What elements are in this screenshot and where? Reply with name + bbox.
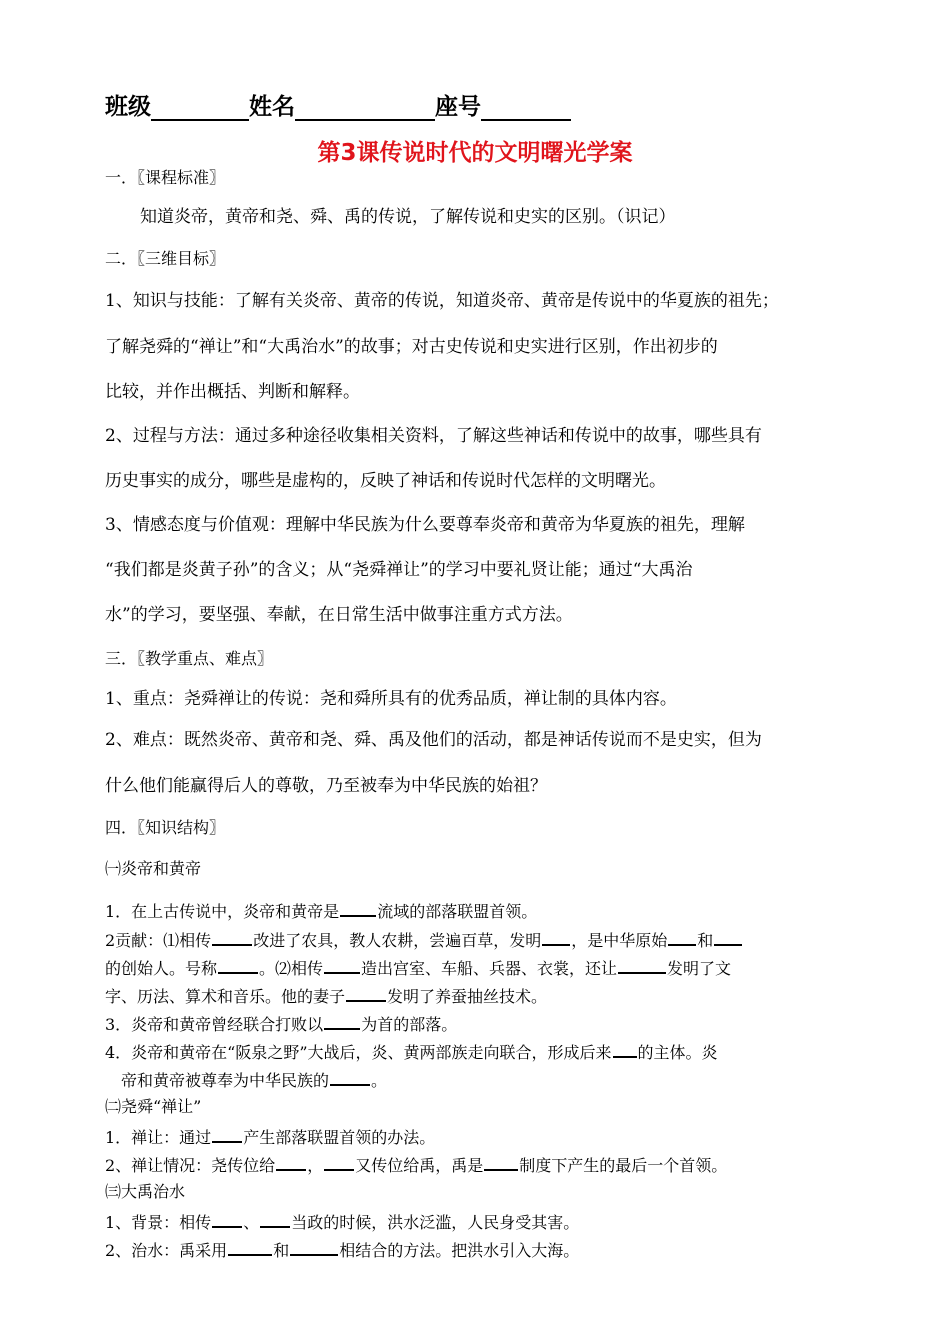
knowledge-item: 1．禅让：通过 产生部落联盟首领的办法。 — [105, 1125, 435, 1148]
objective-line: 1、知识与技能：了解有关炎帝、黄帝的传说，知道炎帝、黄帝是传说中的华夏族的祖先； — [105, 291, 779, 311]
section-4-heading: 四．〖知识结构〗 — [105, 818, 226, 837]
objective-line: 水”的学习，要坚强、奉献，在日常生活中做事注重方式方法。 — [105, 605, 573, 625]
answer-blank[interactable] — [228, 1238, 272, 1256]
answer-blank[interactable] — [218, 956, 258, 974]
answer-blank[interactable] — [276, 1153, 306, 1171]
knowledge-item: 的创始人。号称 。⑵相传 造出宫室、车船、兵器、衣裳，还让 发明了文 — [105, 956, 731, 979]
seat-label: 座号 — [435, 94, 481, 120]
class-label: 班级 — [105, 94, 151, 120]
subsection-shanrang: ㈡尧舜“禅让” — [105, 1097, 202, 1116]
section-1-heading: 一．〖课程标准〗 — [105, 168, 226, 187]
subsection-flood-control: ㈢大禹治水 — [105, 1182, 186, 1201]
objective-line: 了解尧舜的“禅让”和“大禹治水”的故事；对古史传说和史实进行区别，作出初步的 — [105, 337, 718, 357]
knowledge-item: 1、背景：相传 、 当政的时候，洪水泛滥，人民身受其害。 — [105, 1210, 579, 1233]
name-label: 姓名 — [249, 94, 295, 120]
answer-blank[interactable] — [324, 1153, 354, 1171]
student-info-header — [105, 88, 571, 121]
answer-blank[interactable] — [484, 1153, 518, 1171]
objective-line: 3、情感态度与价值观：理解中华民族为什么要尊奉炎帝和黄帝为华夏族的祖先，理解 — [105, 515, 745, 535]
answer-blank[interactable] — [290, 1238, 338, 1256]
answer-blank[interactable] — [260, 1210, 290, 1228]
answer-blank[interactable] — [714, 928, 742, 946]
key-point-line: 1、重点：尧舜禅让的传说：尧和舜所具有的优秀品质，禅让制的具体内容。 — [105, 689, 677, 709]
knowledge-item: 4．炎帝和黄帝在“阪泉之野”大战后，炎、黄两部族走向联合，形成后来 的主体。炎 — [105, 1040, 718, 1063]
section-3-heading: 三．〖教学重点、难点〗 — [105, 649, 274, 668]
answer-blank[interactable] — [340, 899, 376, 917]
answer-blank[interactable] — [212, 928, 252, 946]
answer-blank[interactable] — [346, 984, 386, 1002]
answer-blank[interactable] — [613, 1040, 637, 1058]
answer-blank[interactable] — [212, 1210, 242, 1228]
objective-line: 2、过程与方法：通过多种途径收集相关资料，了解这些神话和传说中的故事，哪些具有 — [105, 426, 762, 446]
knowledge-item: 2、治水：禹采用 和 相结合的方法。把洪水引入大海。 — [105, 1238, 579, 1261]
knowledge-item: 帝和黄帝被尊奉为中华民族的 。 — [121, 1068, 387, 1091]
objective-line: 历史事实的成分，哪些是虚构的，反映了神话和传说时代怎样的文明曙光。 — [105, 471, 666, 491]
answer-blank[interactable] — [618, 956, 666, 974]
objective-line: “我们都是炎黄子孙”的含义；从“尧舜禅让”的学习中要礼贤让能；通过“大禹治 — [105, 560, 693, 580]
answer-blank[interactable] — [324, 956, 360, 974]
objective-line: 比较，并作出概括、判断和解释。 — [105, 382, 360, 402]
knowledge-item: 3．炎帝和黄帝曾经联合打败以 为首的部落。 — [105, 1012, 457, 1035]
class-blank[interactable] — [151, 97, 249, 121]
difficulty-line: 什么他们能赢得后人的尊敬，乃至被奉为中华民族的始祖？ — [105, 776, 547, 796]
answer-blank[interactable] — [212, 1125, 242, 1143]
answer-blank[interactable] — [668, 928, 696, 946]
knowledge-item: 2、禅让情况：尧传位给 ， 又传位给禹，禹是 制度下产生的最后一个首领。 — [105, 1153, 727, 1176]
subsection-yan-huang: ㈠炎帝和黄帝 — [105, 859, 202, 878]
answer-blank[interactable] — [542, 928, 570, 946]
knowledge-item: 1．在上古传说中，炎帝和黄帝是 流域的部落联盟首领。 — [105, 899, 537, 922]
page-title: 第3课传说时代的文明曙光学案 — [317, 140, 633, 166]
section-2-heading: 二．〖三维目标〗 — [105, 249, 226, 268]
answer-blank[interactable] — [324, 1012, 360, 1030]
answer-blank[interactable] — [330, 1068, 370, 1086]
knowledge-item: 2贡献：⑴相传 改进了农具，教人农耕，尝遍百草，发明 ，是中华原始 和 — [105, 928, 743, 951]
seat-blank[interactable] — [481, 97, 571, 121]
knowledge-item: 字、历法、算术和音乐。他的妻子 发明了养蚕抽丝技术。 — [105, 984, 547, 1007]
section-1-text: 知道炎帝，黄帝和尧、舜、禹的传说，了解传说和史实的区别。（识记） — [140, 207, 676, 227]
name-blank[interactable] — [295, 97, 435, 121]
difficulty-line: 2、难点：既然炎帝、黄帝和尧、舜、禹及他们的活动，都是神话传说而不是史实，但为 — [105, 730, 762, 750]
